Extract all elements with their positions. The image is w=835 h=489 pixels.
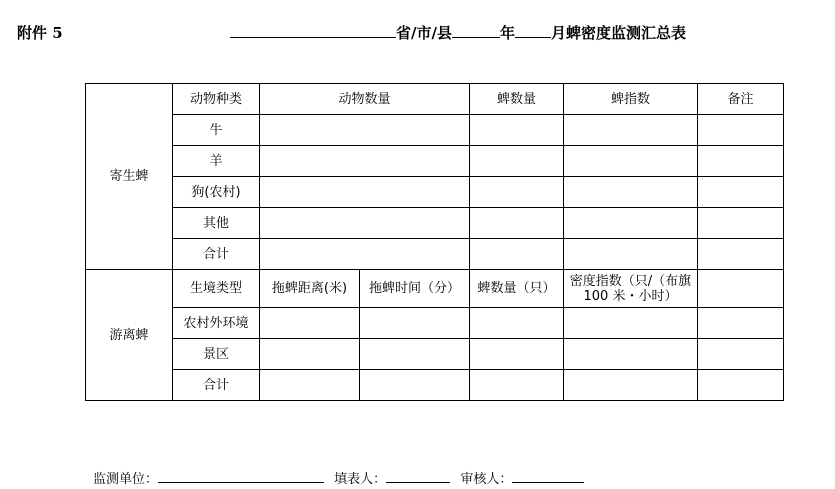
cell-input[interactable] (564, 308, 698, 339)
summary-table (85, 83, 784, 401)
unit-label: 监测单位： (93, 472, 159, 487)
filler-blank[interactable] (386, 469, 450, 483)
cell-input[interactable] (698, 239, 784, 270)
cell-input[interactable] (698, 208, 784, 239)
reviewer-blank[interactable] (512, 469, 584, 483)
cell-input[interactable] (470, 370, 564, 401)
cell-input[interactable] (698, 270, 784, 308)
table-row (86, 146, 784, 177)
header-drag-time: 拖蜱时间（分） (360, 270, 470, 308)
cell-input[interactable] (564, 208, 698, 239)
cell-input[interactable] (698, 177, 784, 208)
table-row (86, 84, 784, 115)
row-label: 其他 (173, 208, 260, 239)
cell-input[interactable] (260, 208, 470, 239)
reviewer-label: 审核人： (460, 472, 513, 487)
row-label: 牛 (173, 115, 260, 146)
row-label: 景区 (173, 339, 260, 370)
header-animal-count: 动物数量 (260, 84, 470, 115)
header-tick-count: 蜱数量 (470, 84, 564, 115)
cell-input[interactable] (360, 339, 470, 370)
header-note: 备注 (698, 84, 784, 115)
cell-input[interactable] (564, 146, 698, 177)
cell-input[interactable] (470, 115, 564, 146)
province-blank[interactable] (230, 23, 396, 38)
table-row (86, 270, 784, 308)
title-year: 年 (499, 24, 515, 42)
cell-input[interactable] (470, 239, 564, 270)
table-row (86, 308, 784, 339)
header-animal-type: 动物种类 (173, 84, 260, 115)
cell-input[interactable] (260, 339, 360, 370)
cell-input[interactable] (470, 208, 564, 239)
cell-input[interactable] (470, 146, 564, 177)
cell-input[interactable] (260, 308, 360, 339)
title-main: 月蜱密度监测汇总表 (550, 24, 686, 42)
header-density-index: 密度指数（只/（布旗 100 米・小时） (564, 270, 698, 308)
row-label: 合计 (173, 370, 260, 401)
cell-input[interactable] (698, 370, 784, 401)
page-title (230, 22, 686, 43)
table-row (86, 370, 784, 401)
row-label: 合计 (173, 239, 260, 270)
cell-input[interactable] (260, 177, 470, 208)
filler-label: 填表人： (334, 472, 387, 487)
header-tick-index: 蜱指数 (564, 84, 698, 115)
cell-input[interactable] (360, 370, 470, 401)
header-habitat: 生境类型 (173, 270, 260, 308)
cell-input[interactable] (470, 339, 564, 370)
cell-input[interactable] (564, 239, 698, 270)
table-row (86, 239, 784, 270)
title-province: 省/市/县 (396, 24, 452, 42)
header-free-tick-count: 蜱数量（只） (470, 270, 564, 308)
cell-input[interactable] (260, 370, 360, 401)
cell-input[interactable] (360, 308, 470, 339)
table-row (86, 208, 784, 239)
cell-input[interactable] (564, 339, 698, 370)
attachment-label: 附件 5 (17, 24, 63, 42)
cell-input[interactable] (698, 339, 784, 370)
table-row (86, 339, 784, 370)
cell-input[interactable] (470, 177, 564, 208)
cell-input[interactable] (698, 146, 784, 177)
unit-blank[interactable] (158, 469, 324, 483)
cell-input[interactable] (564, 370, 698, 401)
table-row (86, 115, 784, 146)
cell-input[interactable] (698, 115, 784, 146)
year-blank[interactable] (452, 23, 500, 38)
cell-input[interactable] (470, 308, 564, 339)
cell-input[interactable] (260, 115, 470, 146)
cell-input[interactable] (260, 239, 470, 270)
row-label: 狗(农村) (173, 177, 260, 208)
cell-input[interactable] (564, 115, 698, 146)
footer (93, 468, 584, 487)
header-drag-distance: 拖蜱距离(米) (260, 270, 360, 308)
table-row (86, 177, 784, 208)
month-blank[interactable] (515, 23, 551, 38)
cell-input[interactable] (564, 177, 698, 208)
cell-input[interactable] (260, 146, 470, 177)
group-free: 游离蜱 (86, 270, 173, 401)
cell-input[interactable] (698, 308, 784, 339)
group-parasitic: 寄生蜱 (86, 84, 173, 270)
row-label: 农村外环境 (173, 308, 260, 339)
row-label: 羊 (173, 146, 260, 177)
